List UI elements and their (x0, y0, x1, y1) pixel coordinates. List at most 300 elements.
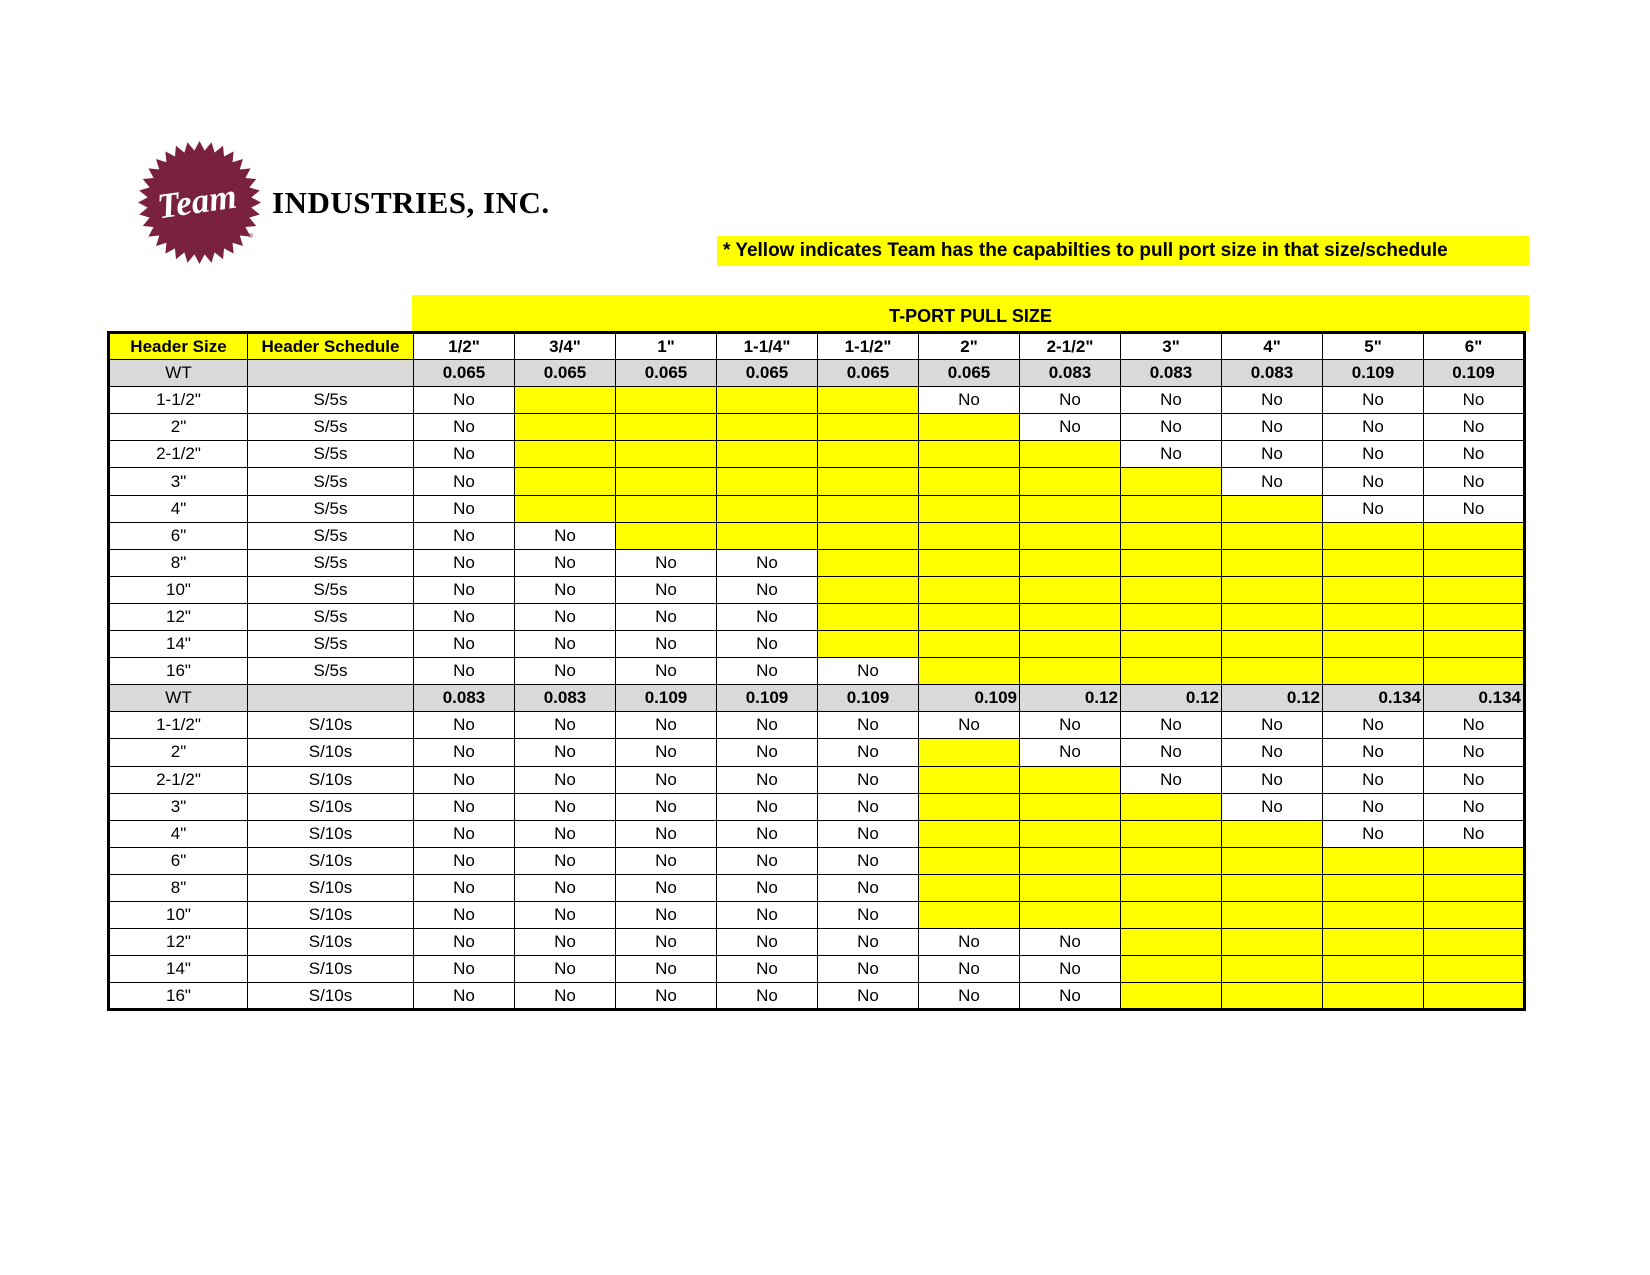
not-capable-cell: No (616, 847, 717, 874)
not-capable-cell: No (515, 739, 616, 766)
not-capable-cell: No (515, 847, 616, 874)
not-capable-cell: No (1222, 414, 1323, 441)
table-row (109, 766, 1525, 793)
wt-blank (248, 685, 414, 712)
header-schedule-cell: S/5s (248, 495, 414, 522)
capable-cell (919, 766, 1020, 793)
not-capable-cell: No (515, 793, 616, 820)
capable-cell (1323, 631, 1424, 658)
header-size-cell: 2-1/2" (109, 766, 248, 793)
capable-cell (1222, 847, 1323, 874)
capable-cell (1323, 956, 1424, 983)
header-size-cell: 14" (109, 956, 248, 983)
header-size-cell: 16" (109, 983, 248, 1010)
table-row (109, 414, 1525, 441)
not-capable-cell: No (818, 874, 919, 901)
not-capable-cell: No (1424, 387, 1525, 414)
header-schedule-cell: S/10s (248, 712, 414, 739)
not-capable-cell: No (1222, 441, 1323, 468)
capable-cell (818, 522, 919, 549)
header-size-cell: 1-1/2" (109, 712, 248, 739)
capable-cell (1323, 901, 1424, 928)
capable-cell (616, 387, 717, 414)
port-size-heading: 4" (1222, 333, 1323, 360)
not-capable-cell: No (515, 576, 616, 603)
capable-cell (1020, 847, 1121, 874)
not-capable-cell: No (414, 414, 515, 441)
not-capable-cell: No (414, 603, 515, 630)
capable-cell (1020, 820, 1121, 847)
not-capable-cell: No (818, 929, 919, 956)
header-size-cell: 2-1/2" (109, 441, 248, 468)
capable-cell (1222, 576, 1323, 603)
not-capable-cell: No (515, 929, 616, 956)
capable-cell (1121, 820, 1222, 847)
not-capable-cell: No (616, 874, 717, 901)
table-row (109, 956, 1525, 983)
not-capable-cell: No (818, 658, 919, 685)
capable-cell (515, 495, 616, 522)
not-capable-cell: No (818, 712, 919, 739)
not-capable-cell: No (818, 847, 919, 874)
capable-cell (1424, 956, 1525, 983)
capable-cell (1323, 549, 1424, 576)
not-capable-cell: No (414, 983, 515, 1010)
not-capable-cell: No (818, 956, 919, 983)
not-capable-cell: No (1222, 793, 1323, 820)
header-schedule-cell: S/5s (248, 441, 414, 468)
capable-cell (1222, 658, 1323, 685)
header-schedule-cell: S/10s (248, 983, 414, 1010)
capable-cell (515, 441, 616, 468)
not-capable-cell: No (717, 658, 818, 685)
capable-cell (919, 495, 1020, 522)
not-capable-cell: No (1323, 441, 1424, 468)
capable-cell (919, 901, 1020, 928)
not-capable-cell: No (414, 739, 515, 766)
wt-value: 0.065 (414, 360, 515, 387)
wt-value: 0.12 (1121, 685, 1222, 712)
not-capable-cell: No (717, 929, 818, 956)
header-schedule-cell: S/10s (248, 956, 414, 983)
not-capable-cell: No (1424, 495, 1525, 522)
wt-value: 0.109 (818, 685, 919, 712)
capable-cell (616, 414, 717, 441)
svg-text:®: ® (248, 232, 254, 240)
table-row (109, 549, 1525, 576)
capable-cell (919, 414, 1020, 441)
wt-value: 0.109 (1323, 360, 1424, 387)
not-capable-cell: No (414, 549, 515, 576)
wt-value: 0.065 (818, 360, 919, 387)
capable-cell (818, 576, 919, 603)
table-row (109, 929, 1525, 956)
not-capable-cell: No (1323, 468, 1424, 495)
port-size-heading: 3" (1121, 333, 1222, 360)
port-size-heading: 1/2" (414, 333, 515, 360)
capable-cell (1020, 766, 1121, 793)
header-size-cell: 10" (109, 901, 248, 928)
capable-cell (919, 468, 1020, 495)
not-capable-cell: No (1323, 766, 1424, 793)
not-capable-cell: No (919, 387, 1020, 414)
not-capable-cell: No (515, 549, 616, 576)
capable-cell (1121, 549, 1222, 576)
not-capable-cell: No (414, 712, 515, 739)
table-row (109, 874, 1525, 901)
header-schedule-cell: S/5s (248, 387, 414, 414)
header-size-cell: 3" (109, 468, 248, 495)
not-capable-cell: No (515, 983, 616, 1010)
capable-cell (1323, 603, 1424, 630)
capable-cell (1424, 603, 1525, 630)
not-capable-cell: No (818, 983, 919, 1010)
header-size-cell: 12" (109, 929, 248, 956)
capable-cell (1424, 576, 1525, 603)
capable-cell (818, 441, 919, 468)
not-capable-cell: No (616, 603, 717, 630)
capable-cell (818, 414, 919, 441)
not-capable-cell: No (717, 901, 818, 928)
header-size-cell: 6" (109, 847, 248, 874)
not-capable-cell: No (414, 441, 515, 468)
not-capable-cell: No (717, 983, 818, 1010)
capable-cell (1020, 658, 1121, 685)
capable-cell (1020, 793, 1121, 820)
header-schedule-cell: S/10s (248, 793, 414, 820)
header-schedule-cell: S/10s (248, 901, 414, 928)
wall-thickness-row (109, 360, 1525, 387)
wt-value: 0.109 (616, 685, 717, 712)
capable-cell (1222, 495, 1323, 522)
capable-cell (1020, 603, 1121, 630)
capable-cell (818, 495, 919, 522)
wt-value: 0.109 (1424, 360, 1525, 387)
not-capable-cell: No (717, 631, 818, 658)
capable-cell (1424, 549, 1525, 576)
not-capable-cell: No (1121, 766, 1222, 793)
capable-cell (818, 603, 919, 630)
not-capable-cell: No (1020, 929, 1121, 956)
header-size-cell: 4" (109, 495, 248, 522)
capable-cell (919, 847, 1020, 874)
capable-cell (919, 820, 1020, 847)
table-row (109, 847, 1525, 874)
not-capable-cell: No (515, 658, 616, 685)
capable-cell (1121, 495, 1222, 522)
not-capable-cell: No (919, 929, 1020, 956)
header-schedule-cell: S/10s (248, 820, 414, 847)
not-capable-cell: No (1020, 983, 1121, 1010)
capable-cell (1020, 468, 1121, 495)
capable-cell (717, 441, 818, 468)
not-capable-cell: No (1424, 414, 1525, 441)
not-capable-cell: No (717, 739, 818, 766)
header-size-cell: 14" (109, 631, 248, 658)
capable-cell (1323, 983, 1424, 1010)
capable-cell (1424, 874, 1525, 901)
wt-value: 0.065 (717, 360, 818, 387)
capable-cell (1222, 901, 1323, 928)
not-capable-cell: No (1222, 712, 1323, 739)
table-row (109, 901, 1525, 928)
not-capable-cell: No (1222, 739, 1323, 766)
not-capable-cell: No (616, 901, 717, 928)
port-size-heading: 3/4" (515, 333, 616, 360)
not-capable-cell: No (616, 793, 717, 820)
not-capable-cell: No (616, 712, 717, 739)
wt-label: WT (109, 360, 248, 387)
not-capable-cell: No (616, 739, 717, 766)
capable-cell (1020, 495, 1121, 522)
header-size-cell: 16" (109, 658, 248, 685)
capable-cell (1424, 658, 1525, 685)
not-capable-cell: No (1323, 820, 1424, 847)
not-capable-cell: No (1323, 712, 1424, 739)
column-header-row (109, 333, 1525, 360)
not-capable-cell: No (616, 766, 717, 793)
wt-value: 0.065 (616, 360, 717, 387)
header-schedule-cell: S/10s (248, 874, 414, 901)
capable-cell (515, 468, 616, 495)
not-capable-cell: No (1424, 712, 1525, 739)
not-capable-cell: No (616, 956, 717, 983)
not-capable-cell: No (414, 847, 515, 874)
header-size-heading: Header Size (109, 333, 248, 360)
not-capable-cell: No (414, 820, 515, 847)
capable-cell (1121, 793, 1222, 820)
not-capable-cell: No (616, 820, 717, 847)
capable-cell (1323, 874, 1424, 901)
not-capable-cell: No (414, 766, 515, 793)
capable-cell (1020, 901, 1121, 928)
capable-cell (1020, 631, 1121, 658)
table-row (109, 712, 1525, 739)
table-row (109, 793, 1525, 820)
capable-cell (1424, 929, 1525, 956)
header-size-cell: 1-1/2" (109, 387, 248, 414)
header-schedule-cell: S/5s (248, 414, 414, 441)
not-capable-cell: No (717, 603, 818, 630)
table-row (109, 495, 1525, 522)
not-capable-cell: No (818, 766, 919, 793)
wall-thickness-row (109, 685, 1525, 712)
not-capable-cell: No (1020, 712, 1121, 739)
capable-cell (616, 441, 717, 468)
team-logo-seal (137, 140, 262, 265)
port-size-heading: 5" (1323, 333, 1424, 360)
not-capable-cell: No (414, 874, 515, 901)
not-capable-cell: No (515, 522, 616, 549)
wt-value: 0.083 (414, 685, 515, 712)
header-schedule-cell: S/10s (248, 739, 414, 766)
capable-cell (1121, 576, 1222, 603)
capable-cell (1424, 983, 1525, 1010)
header-schedule-cell: S/5s (248, 631, 414, 658)
not-capable-cell: No (1222, 468, 1323, 495)
capable-cell (919, 576, 1020, 603)
capable-cell (1424, 522, 1525, 549)
capable-cell (919, 441, 1020, 468)
port-size-heading: 1" (616, 333, 717, 360)
capable-cell (717, 468, 818, 495)
header-size-cell: 2" (109, 414, 248, 441)
not-capable-cell: No (717, 793, 818, 820)
capable-cell (515, 414, 616, 441)
capable-cell (1121, 983, 1222, 1010)
not-capable-cell: No (616, 983, 717, 1010)
header-schedule-cell: S/10s (248, 766, 414, 793)
wt-value: 0.12 (1020, 685, 1121, 712)
capable-cell (919, 658, 1020, 685)
capable-cell (1323, 658, 1424, 685)
not-capable-cell: No (1020, 387, 1121, 414)
not-capable-cell: No (414, 929, 515, 956)
not-capable-cell: No (1323, 739, 1424, 766)
capable-cell (919, 793, 1020, 820)
not-capable-cell: No (717, 712, 818, 739)
table-row (109, 631, 1525, 658)
capable-cell (616, 522, 717, 549)
not-capable-cell: No (515, 820, 616, 847)
capable-cell (1020, 576, 1121, 603)
not-capable-cell: No (1424, 820, 1525, 847)
capable-cell (515, 387, 616, 414)
legend-note: * Yellow indicates Team has the capabilties to pull port size in that size/schedule (717, 236, 1529, 266)
wt-value: 0.109 (717, 685, 818, 712)
capable-cell (818, 631, 919, 658)
wt-value: 0.083 (1020, 360, 1121, 387)
capable-cell (919, 631, 1020, 658)
header-schedule-cell: S/5s (248, 658, 414, 685)
not-capable-cell: No (414, 956, 515, 983)
table-row (109, 820, 1525, 847)
not-capable-cell: No (414, 495, 515, 522)
header-size-cell: 2" (109, 739, 248, 766)
header-size-cell: 3" (109, 793, 248, 820)
capable-cell (1323, 522, 1424, 549)
not-capable-cell: No (1323, 793, 1424, 820)
capable-cell (717, 387, 818, 414)
wt-value: 0.12 (1222, 685, 1323, 712)
capable-cell (1020, 522, 1121, 549)
not-capable-cell: No (414, 901, 515, 928)
wt-value: 0.083 (515, 685, 616, 712)
not-capable-cell: No (818, 901, 919, 928)
capable-cell (1222, 820, 1323, 847)
wt-value: 0.134 (1424, 685, 1525, 712)
capable-cell (1222, 603, 1323, 630)
capable-cell (1121, 468, 1222, 495)
not-capable-cell: No (515, 874, 616, 901)
not-capable-cell: No (1424, 793, 1525, 820)
capable-cell (1222, 929, 1323, 956)
table-row (109, 658, 1525, 685)
wt-value: 0.083 (1222, 360, 1323, 387)
port-size-heading: 1-1/2" (818, 333, 919, 360)
not-capable-cell: No (515, 956, 616, 983)
svg-text:Team: Team (154, 175, 239, 227)
header-schedule-cell: S/10s (248, 929, 414, 956)
port-size-heading: 2" (919, 333, 1020, 360)
capable-cell (1121, 901, 1222, 928)
not-capable-cell: No (1323, 495, 1424, 522)
wt-value: 0.065 (515, 360, 616, 387)
capable-cell (919, 739, 1020, 766)
not-capable-cell: No (919, 983, 1020, 1010)
not-capable-cell: No (1121, 414, 1222, 441)
not-capable-cell: No (1424, 739, 1525, 766)
capable-cell (717, 522, 818, 549)
table-row (109, 739, 1525, 766)
capable-cell (818, 549, 919, 576)
not-capable-cell: No (414, 387, 515, 414)
capable-cell (919, 522, 1020, 549)
header-size-cell: 12" (109, 603, 248, 630)
table-row (109, 603, 1525, 630)
capable-cell (1121, 956, 1222, 983)
capable-cell (1121, 631, 1222, 658)
port-size-heading: 2-1/2" (1020, 333, 1121, 360)
table-body (109, 333, 1525, 1010)
capable-cell (1424, 631, 1525, 658)
table-row (109, 441, 1525, 468)
not-capable-cell: No (414, 658, 515, 685)
header-schedule-cell: S/5s (248, 603, 414, 630)
capable-cell (616, 495, 717, 522)
capable-cell (1424, 847, 1525, 874)
header-schedule-cell: S/5s (248, 522, 414, 549)
capable-cell (1020, 549, 1121, 576)
not-capable-cell: No (717, 820, 818, 847)
capable-cell (1222, 522, 1323, 549)
capable-cell (818, 387, 919, 414)
not-capable-cell: No (515, 901, 616, 928)
port-size-heading: 6" (1424, 333, 1525, 360)
capable-cell (919, 549, 1020, 576)
capable-cell (1222, 874, 1323, 901)
not-capable-cell: No (515, 631, 616, 658)
capable-cell (1222, 983, 1323, 1010)
header-size-cell: 8" (109, 549, 248, 576)
header-size-cell: 8" (109, 874, 248, 901)
not-capable-cell: No (1222, 766, 1323, 793)
company-name: INDUSTRIES, INC. (272, 185, 550, 220)
capable-cell (616, 468, 717, 495)
not-capable-cell: No (616, 929, 717, 956)
wt-value: 0.109 (919, 685, 1020, 712)
header-size-cell: 10" (109, 576, 248, 603)
capable-cell (1222, 956, 1323, 983)
not-capable-cell: No (1424, 468, 1525, 495)
capable-cell (1121, 603, 1222, 630)
not-capable-cell: No (818, 820, 919, 847)
not-capable-cell: No (717, 549, 818, 576)
table-row (109, 983, 1525, 1010)
not-capable-cell: No (414, 576, 515, 603)
not-capable-cell: No (717, 847, 818, 874)
not-capable-cell: No (414, 468, 515, 495)
not-capable-cell: No (1020, 739, 1121, 766)
capable-cell (1323, 929, 1424, 956)
wt-value: 0.065 (919, 360, 1020, 387)
not-capable-cell: No (1424, 766, 1525, 793)
capable-cell (717, 414, 818, 441)
not-capable-cell: No (1020, 956, 1121, 983)
header-schedule-cell: S/10s (248, 847, 414, 874)
not-capable-cell: No (1121, 739, 1222, 766)
not-capable-cell: No (818, 793, 919, 820)
